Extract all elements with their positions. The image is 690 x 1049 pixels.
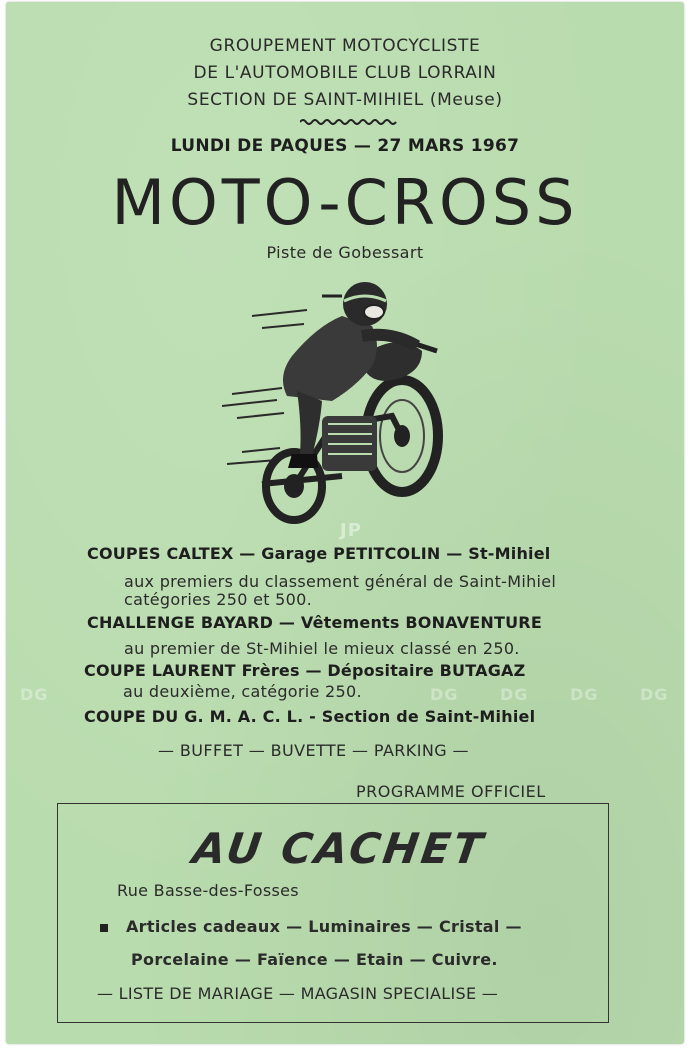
prize-1-desc-2: catégories 250 et 500. <box>124 590 313 609</box>
event-venue: Piste de Gobessart <box>266 243 424 262</box>
watermark-initials: DG <box>640 685 669 704</box>
organizer-line-3: SECTION DE SAINT-MIHIEL (Meuse) <box>187 90 503 110</box>
event-title: MOTO-CROSS <box>111 166 579 239</box>
prize-1-desc-1: aux premiers du classement général de Saint-Mihiel <box>124 572 557 591</box>
prize-3-title: COUPE LAURENT Frères — Dépositaire BUTAGAZ <box>84 661 526 680</box>
ad-title: AU CACHET <box>189 824 489 873</box>
organizer-line-2: DE L'AUTOMOBILE CLUB LORRAIN <box>193 63 497 83</box>
wavy-rule-icon <box>300 117 400 127</box>
amenities-line: — BUFFET — BUVETTE — PARKING — <box>158 741 469 760</box>
event-date: LUNDI DE PAQUES — 27 MARS 1967 <box>170 136 520 156</box>
ad-address: Rue Basse-des-Fosses <box>117 881 299 900</box>
prize-1-title: COUPES CALTEX — Garage PETITCOLIN — St-Mihiel <box>87 544 551 563</box>
ad-items-text-1: Articles cadeaux — Luminaires — Cristal — <box>126 917 522 936</box>
prize-3-desc: au deuxième, catégorie 250. <box>123 682 362 701</box>
watermark-initials: DG <box>500 685 529 704</box>
watermark-stamp: JP <box>340 520 362 541</box>
prize-4-title: COUPE DU G. M. A. C. L. - Section de Saint-Mihiel <box>84 707 536 726</box>
square-bullet-icon <box>100 924 108 932</box>
ad-footer: — LISTE DE MARIAGE — MAGASIN SPECIALISE — <box>97 984 499 1003</box>
prize-2-title: CHALLENGE BAYARD — Vêtements BONAVENTURE <box>87 613 542 632</box>
watermark-initials: DG <box>570 685 599 704</box>
watermark-initials: DG <box>430 685 459 704</box>
ad-items-line-2: Porcelaine — Faïence — Etain — Cuivre. <box>131 950 498 969</box>
ad-items-line-1 <box>100 917 522 936</box>
organizer-line-1: GROUPEMENT MOTOCYCLISTE <box>209 36 481 56</box>
watermark-initials: DG <box>20 685 49 704</box>
official-program-label: PROGRAMME OFFICIEL <box>356 782 546 801</box>
prize-2-desc: au premier de St-Mihiel le mieux classé en 250. <box>124 639 520 658</box>
motorcycle-rider-icon <box>222 276 452 526</box>
